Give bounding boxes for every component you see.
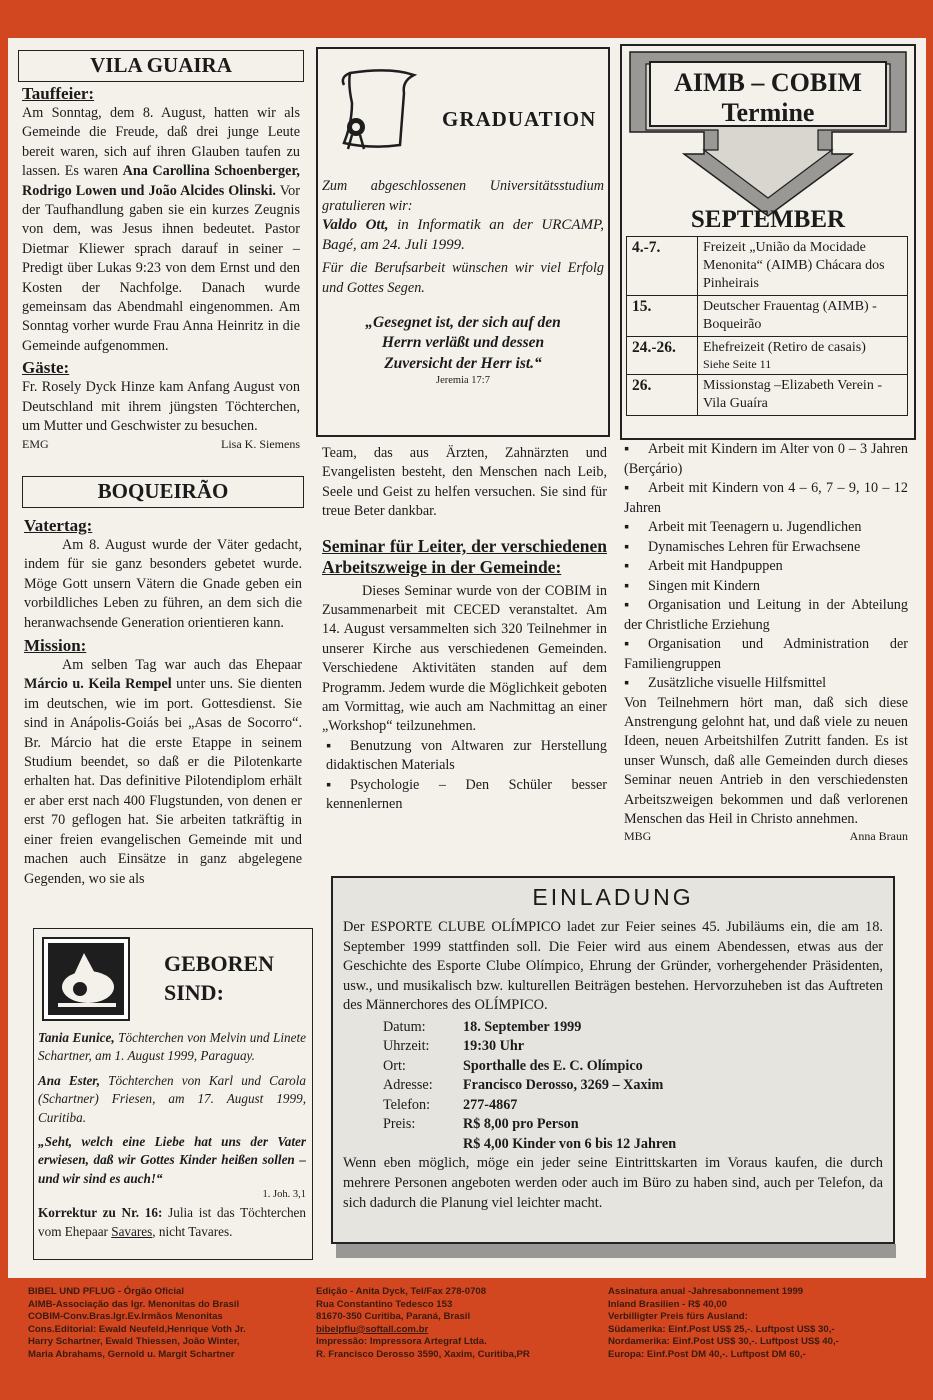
einladung-body bbox=[343, 918, 883, 1213]
einladung-details bbox=[343, 1018, 883, 1155]
seminar-bullet-1: ▪ Benutzung von Altwaren zur Herstellung didaktischen Materials bbox=[326, 737, 607, 774]
right-signature: MBG Anna Braun bbox=[624, 829, 908, 844]
detail-row: Adresse: Francisco Derosso, 3269 – Xaxim bbox=[383, 1077, 664, 1094]
termin-text: Deutscher Frauentag (AIMB) - Boqueirão bbox=[698, 296, 908, 337]
right-bullet: ▪ Arbeit mit Teenagern u. Jugendlichen bbox=[624, 519, 862, 535]
geboren-quote: „Seht, welch eine Liebe hat uns der Vater erwiesen, daß wir Gottes Kinder heißen sollen – und wir sind es auch!“ bbox=[38, 1134, 306, 1186]
birth-entry-2: Ana Ester, Töchterchen von Karl und Carola (Schartner) Friesen, am 17. August 1999, Curitiba. bbox=[38, 1072, 306, 1125]
graduation-verse-ref: Jeremia 17:7 bbox=[436, 375, 490, 387]
right-bullet: ▪ Arbeit mit Handpuppen bbox=[624, 558, 783, 574]
graduation-body bbox=[322, 177, 604, 388]
termin-text: Ehefreizeit (Retiro de casais) Siehe Seite 11 bbox=[698, 337, 908, 375]
korrektur-note: Korrektur zu Nr. 16: Julia ist das Töchterchen vom Ehepaar Savares, nicht Tavares. bbox=[38, 1205, 307, 1239]
detail-row: Ort: Sporthalle des E. C. Olímpico bbox=[383, 1057, 643, 1074]
geboren-body bbox=[38, 1029, 306, 1241]
gaeste-text: Fr. Rosely Dyck Hinze kam Anfang August von Deutschland mit ihrem jüngsten Töchterchen, um Mutter und Geschwister zu besuchen. bbox=[22, 379, 300, 435]
termin-row bbox=[627, 337, 908, 375]
termin-date: 4.-7. bbox=[627, 237, 698, 296]
graduation-name: Valdo Ott, in Informatik an der URCAMP, Bagé, am 24. Juli 1999. bbox=[322, 217, 605, 253]
einladung-title: EINLADUNG bbox=[532, 884, 694, 910]
termin-text: Freizeit „União da Mocidade Menonita“ (AIMB) Chácara dos Pinheirais bbox=[698, 237, 908, 296]
termin-date: 26. bbox=[627, 375, 698, 416]
right-text-column bbox=[624, 440, 908, 843]
seminar-bullet-2: ▪ Psychologie – Den Schüler besser kennenlernen bbox=[326, 776, 607, 813]
termin-note: Siehe Seite 11 bbox=[703, 357, 772, 371]
right-bullet: ▪ Arbeit mit Kindern im Alter von 0 – 3 Jahren (Berçário) bbox=[624, 441, 908, 477]
seminar-closing: Von Teilnehmern hört man, daß sich diese Anstrengung gelohnt hat, und daß viele zu neuen Ideen, neuen Arbeitshilfen Zutritt fanden. Es ist unser Wunsch, daß alle Gemeinden durch dieses Seminar neuen Antrieb in den verschiedensten Arbeitszweigen bekommen und daß verlorenen Menschen das Heil in Christo annehmen. bbox=[624, 694, 908, 827]
detail-row: R$ 4,00 Kinder von 6 bis 12 Jahren bbox=[463, 1135, 677, 1152]
vila-signature: EMG Lisa K. Siemens bbox=[22, 436, 300, 451]
einladung-outro: Wenn eben möglich, möge ein jeder seine Eintrittskarten im Voraus kaufen, die durch mehrere Personen angeboten werden oder auch im Büro zu haben sind, auch per Telefon, da sich dadurch die Planung viel leichter macht. bbox=[343, 1155, 883, 1211]
vila-guaira-section bbox=[18, 50, 304, 451]
graduation-wish: Für die Berufsarbeit wünschen wir viel Erfolg und Gottes Segen. bbox=[322, 260, 604, 296]
einladung-box bbox=[331, 876, 895, 1244]
right-bullet: ▪ Arbeit mit Kindern von 4 – 6, 7 – 9, 10 – 12 Jahren bbox=[624, 480, 908, 516]
seminar-text: Dieses Seminar wurde von der COBIM in Zusammenarbeit mit CECED veranstaltet. Am 14. August versammelten sich 320 Teilnehmer in unserer Kirche aus verschiedenen Gemeinden. Verschiedene Aktivitäten standen auf dem Programm. Jedem wurde die Möglichkeit geboten am Vormittag, wie auch am Nachmittag an einer „Workshop“ teilzunehmen. bbox=[322, 582, 607, 735]
aimb-termine-box bbox=[620, 44, 916, 440]
baby-cradle-icon bbox=[42, 937, 130, 1021]
team-text: Team, das aus Ärzten, Zahnärzten und Evangelisten besteht, den Menschen nach Leib, Seele und Geist zu helfen versuchen. Sie sind für treue Beter dankbar. bbox=[322, 445, 607, 520]
vila-guaira-title: VILA GUAIRA bbox=[18, 50, 304, 82]
right-bullet: ▪ Organisation und Administration der Familiengruppen bbox=[624, 636, 908, 672]
middle-text-column bbox=[322, 444, 607, 815]
termin-date: 15. bbox=[627, 296, 698, 337]
tauffeier-heading: Tauffeier: bbox=[22, 84, 95, 103]
right-bullet: ▪ Singen mit Kindern bbox=[624, 577, 760, 594]
graduation-title: GRADUATION bbox=[442, 107, 597, 131]
termin-row bbox=[627, 375, 908, 416]
september-heading: SEPTEMBER bbox=[690, 206, 846, 233]
footer-col-publisher: BIBEL UND PFLUG - Órgão Oficial AIMB-Associação das Igr. Menonitas do Brasil COBIM-Conv.Bras.Igr.Ev.Irmãos Menonitas Cons.Editorial: Ewald Neufeld,Henrique Voth Jr. Harry Schartner, Ewald Thiessen, João Winter, Maria Abrahams, Gernold u. Margit Schartner bbox=[28, 1286, 246, 1360]
aimb-title: AIMB – COBIM Termine bbox=[674, 68, 862, 127]
graduation-intro: Zum abgeschlossenen Universitätsstudium gratulieren wir: bbox=[322, 178, 604, 214]
einladung-shadow bbox=[336, 1244, 896, 1258]
mission-text: Am selben Tag war auch das Ehepaar Márcio u. Keila Rempel unter uns. Sie dienten im deutschen, wie im port. Gottesdienst. Sie sind in Anápolis-Goiás bei „Asas de Socorro“. Br. Márcio hat die erste Etappe in seinem Studium beendet, so daß er die Pilotenkarte erhalten hat. Das definitive Pilotendiplom erhält er aber erst nach 400 Flugstunden, von denen er erst 70 geflogen hat. Sie arbeiten tatkräftig in einer freien evangelischen Gemeinde mit und machen auch Einsätze in ganz abgelegene Gegenden, wo sie als bbox=[24, 657, 302, 887]
vatertag-heading: Vatertag: bbox=[24, 516, 93, 535]
tauffeier-text: Am Sonntag, dem 8. August, hatten wir als Gemeinde die Freude, daß drei junge Leute bereit waren, sich auf ihren Glauben taufen zu lassen. Es waren Ana Carollina Schoenberger, Rodrigo Lowen und João Alcides Olinski. Vor der Taufhandlung gaben sie ein kurzes Zeugnis von dem, was Jesus ihnen bedeutet. Pastor Dietmar Kliewer sprach darauf in seiner –Predigt über Lukas 9:23 von dem Ernst und den Kosten der Nachfolge. Danach wurde gemeinsam das Abendmahl eingenommen. Am Sonntag vorher wurde Frau Anna Heinritz in die Gemeinde aufgenommen. bbox=[22, 105, 300, 354]
footer-col-edition: Edição - Anita Dyck, Tel/Fax 278-0708 Rua Constantino Tedesco 153 81670-350 Curitiba, Paraná, Brasil bibelpflu@softall.com.br Impressão: Impressora Artegraf Ltda. R. Francisco Derosso 3590, Xaxim, Curitiba,PR bbox=[316, 1286, 530, 1360]
termin-text: Missionstag –Elizabeth Verein - Vila Guaíra bbox=[698, 375, 908, 416]
detail-row: Telefon: 277-4867 bbox=[383, 1096, 518, 1113]
graduation-box bbox=[316, 47, 610, 437]
termine-table bbox=[626, 236, 908, 416]
vatertag-text: Am 8. August wurde der Väter gedacht, indem für sie ganz besonders gebetet wurde. Möge Gott unsern Vätern die Gnade geben ein vorbildliches Leben zu führen, an dem sich die heranwachsende Generation orientieren kann. bbox=[24, 537, 302, 631]
geboren-title: GEBOREN SIND: bbox=[164, 951, 275, 1005]
gaeste-heading: Gäste: bbox=[22, 358, 70, 378]
termin-row bbox=[627, 237, 908, 296]
right-bullet: ▪ Organisation und Leitung in der Abteilung der Christliche Erziehung bbox=[624, 597, 908, 633]
termin-date: 24.-26. bbox=[627, 337, 698, 375]
diploma-scroll-icon bbox=[330, 63, 420, 153]
geboren-box bbox=[33, 928, 313, 1260]
detail-row: Datum: 18. September 1999 bbox=[383, 1018, 582, 1035]
einladung-intro: Der ESPORTE CLUBE OLÍMPICO ladet zur Feier seines 45. Jubiläums ein, die am 18. September 1999 stattfinden soll. Die Feier wird aus einem Abendessen, etwas aus der Geschichte des Esporte Clube Olímpico, Ehrung der Gründer, vorhergehender Präsidenten, usw., und musikalisch bzw. kulturellen Beiträgen bestehen. Hervorzuheben ist das Auftreten des Männerchores des OLÍMPICO. bbox=[343, 919, 883, 1014]
geboren-quote-ref: 1. Joh. 3,1 bbox=[262, 1189, 306, 1201]
right-bullet: ▪ Zusätzliche visuelle Hilfsmittel bbox=[624, 675, 827, 691]
birth-entry-1: Tania Eunice, Töchterchen von Melvin und Linete Schartner, am 1. August 1999, Paraguay. bbox=[38, 1030, 306, 1064]
boqueirao-section bbox=[22, 476, 304, 889]
termin-row bbox=[627, 296, 908, 337]
right-bullet: ▪ Dynamisches Lehren für Erwachsene bbox=[624, 538, 861, 555]
seminar-heading: Seminar für Leiter, der verschiedenen Arbeitszweige in der Gemeinde: bbox=[322, 535, 607, 577]
mission-heading: Mission: bbox=[24, 636, 87, 656]
graduation-verse: „Gesegnet ist, der sich auf den Herrn verläßt und dessen Zuversicht der Herr ist.“ bbox=[365, 313, 561, 372]
boqueirao-title: BOQUEIRÃO bbox=[22, 476, 304, 508]
detail-row: Uhrzeit: 19:30 Uhr bbox=[383, 1038, 525, 1055]
footer-col-subscription: Assinatura anual -Jahresabonnement 1999 Inland Brasilien - R$ 40,00 Verbilligter Preis fürs Ausland: Südamerika: Einf.Post US$ 25,-. Luftpost US$ 30,- Nordamerika: Einf.Post US$ 30,-. Luftpost US$ 40,- Europa: Einf.Post DM 40,-. Luftpost DM 60,- bbox=[608, 1286, 839, 1360]
detail-row: Preis: R$ 8,00 pro Person bbox=[383, 1116, 579, 1133]
